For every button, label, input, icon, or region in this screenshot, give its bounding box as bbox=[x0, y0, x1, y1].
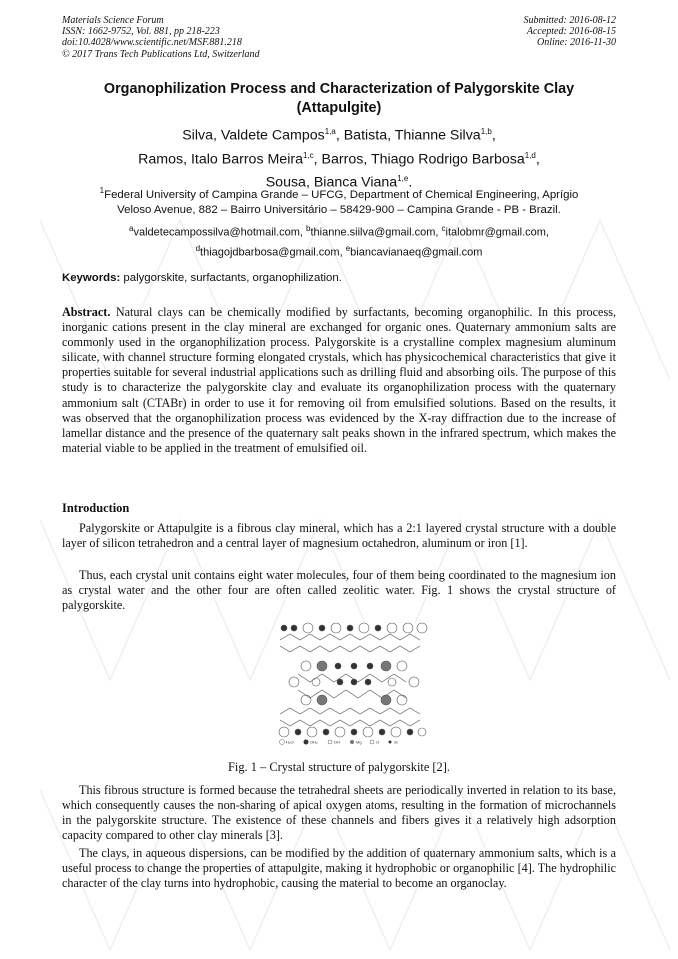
keywords-text: palygorskite, surfactants, organophilization. bbox=[123, 272, 342, 284]
author-list: Silva, Valdete Campos$^{1,a}$, Batista, Thianne Silva$^{1,b}$, Ramos, Italo Barros Meira$^{1,c}$, Barros, Thiago Rodrigo Barbosa$^{1,d}$, Sousa, Bianca Viana$^{1,e}$. bbox=[138, 127, 540, 192]
keywords bbox=[62, 272, 616, 284]
paper-title: Organophilization Process and Characterization of Palygorskite Clay (Attapulgite) bbox=[103, 81, 575, 116]
author: Ramos, Italo Barros Meira bbox=[138, 151, 303, 168]
accepted-date: Accepted: 2016-08-15 bbox=[526, 26, 616, 38]
section-heading-introduction: Introduction bbox=[62, 501, 130, 515]
affiliation: $^1$Federal University of Campina Grande – UFCG, Department of Chemical Engineering, Aprígio Veloso Avenue, 882 – Bairro Universitário – 58429-900 – Campina Grande - PB - Brazil. bbox=[99, 186, 579, 217]
abstract-text: Natural clays can be chemically modified by surfactants, becoming organophilic. In this process, inorganic cations present in the clay mineral are exchanged for organic ones. Quaternary ammonium salts are commonly used in the organophilization process. Palygorskite is a crystalline complex magnesium aluminum silicate, with channel structure forming elongated crystals, which has physicochemical characteristics that give it properties suitable for several industrial applications such as drilling fluid and absorbing oils. The purpose of this study is to characterize the palygorskite clay and evaluate its organophilization process with the quaternary ammonium salt (CTABr) in order to use it for removing oil from emulsified solutions. Based on the results, it was observed that the organophilization process was evidenced by the X-ray diffraction due to the increase of lamellar distance and the presence of the quaternary salt peaks shown in the infrared spectrum, which makes the material viable to be applied in the treatment of emulsified oil. bbox=[62, 305, 616, 455]
journal-name: Materials Science Forum bbox=[62, 15, 164, 26]
email-link[interactable]: valdetecampossilva@hotmail.com, bbox=[133, 226, 303, 239]
submitted-date: Submitted: 2016-08-12 bbox=[523, 15, 616, 26]
author: Silva, Valdete Campos bbox=[182, 127, 325, 144]
legend-label: H₂O bbox=[286, 739, 294, 745]
email-link[interactable]: biancavianaeq@gmail.com bbox=[350, 246, 483, 259]
issn: ISSN: 1662-9752, Vol. 881, pp 218-223 bbox=[62, 26, 220, 38]
page-header bbox=[62, 15, 616, 65]
paragraph: The clays, in aqueous dispersions, can be modified by the addition of quaternary ammonium salts, which is a useful process to change the properties of attapulgite, making it hydrophobic or organophilic [4]. The hydrophilic character of the clay turns into hydrophobic, causing the material to become an organoclay. bbox=[62, 846, 616, 891]
legend-label: Si bbox=[394, 739, 398, 745]
paragraph: Thus, each crystal unit contains eight water molecules, four of them being coordinated to the magnesium ion as crystal water and the other four are often called zeolitic water. Fig. 1 shows the crystal structure of palygorskite. bbox=[62, 568, 616, 613]
figure-caption: Fig. 1 – Crystal structure of palygorskite [2]. bbox=[228, 760, 450, 774]
legend-label: O bbox=[376, 739, 380, 745]
doi[interactable]: doi:10.4028/www.scientific.net/MSF.881.218 bbox=[62, 37, 242, 49]
abstract bbox=[62, 305, 616, 456]
email-list: $^a$valdetecampossilva@hotmail.com, $^b$thianne.siilva@gmail.com, $^c$italobmr@gmail.com, $^d$thiagojdbarbosa@gmail.com, $^e$biancavianaeq@gmail.com bbox=[129, 224, 549, 259]
keywords-label: Keywords: bbox=[62, 272, 121, 284]
paragraph: Palygorskite or Attapulgite is a fibrous clay mineral, which has a 2:1 layered crystal structure with a double layer of silicon tetrahedron and a central layer of magnesium octahedron, aluminum or iron [1]. bbox=[62, 521, 616, 551]
abstract-label: Abstract. bbox=[62, 305, 111, 319]
author: Batista, Thianne Silva bbox=[343, 127, 481, 144]
legend-label: OH bbox=[334, 739, 340, 745]
legend-label: OH₂ bbox=[310, 739, 318, 745]
legend-label: Mg bbox=[356, 739, 362, 745]
author: Barros, Thiago Rodrigo Barbosa bbox=[321, 151, 525, 168]
email-link[interactable]: italobmr@gmail.com, bbox=[445, 226, 549, 239]
email-link[interactable]: thiagojdbarbosa@gmail.com, bbox=[200, 246, 343, 259]
paragraph: This fibrous structure is formed because the tetrahedral sheets are periodically inverted in relation to its base, which consequently causes the non-sharing of apical oxygen atoms, resulting in the formation of microchannels in the palygorskite structure. The existence of these channels and fibers gives it a relatively high adsorption capacity compared to other clay minerals [3]. bbox=[62, 783, 616, 843]
online-date: Online: 2016-11-30 bbox=[537, 37, 616, 49]
author: Sousa, Bianca Viana bbox=[265, 175, 398, 192]
email-link[interactable]: thianne.siilva@gmail.com, bbox=[310, 226, 439, 239]
crystal-structure-figure bbox=[276, 622, 430, 746]
copyright: © 2017 Trans Tech Publications Ltd, Switzerland bbox=[62, 48, 260, 60]
